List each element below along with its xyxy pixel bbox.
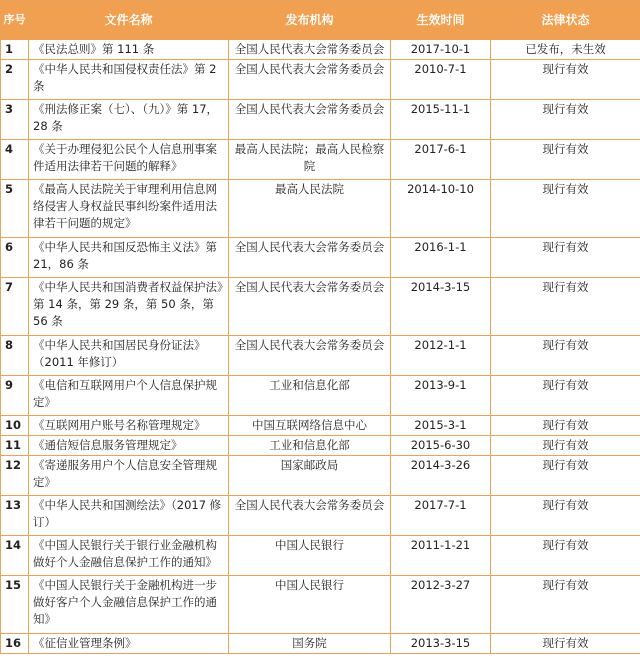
table-row	[1, 496, 640, 536]
effective-date: 2013-3-15	[391, 634, 491, 654]
effective-date: 2017-10-1	[391, 40, 491, 60]
header-issuer: 发布机构	[229, 1, 391, 40]
table-row	[1, 40, 640, 60]
issuer: 中国人民银行	[229, 536, 391, 576]
row-number: 7	[1, 278, 29, 336]
document-name: 《刑法修正案（七）、（九）》第 17，28 条	[29, 100, 229, 140]
issuer: 中国互联网络信息中心	[229, 416, 391, 436]
row-number: 11	[1, 436, 29, 456]
table-row	[1, 536, 640, 576]
effective-date: 2014-10-10	[391, 180, 491, 238]
effective-date: 2015-3-1	[391, 416, 491, 436]
legal-status: 现行有效	[491, 180, 640, 238]
legal-status: 现行有效	[491, 376, 640, 416]
table-row	[1, 456, 640, 496]
document-name: 《最高人民法院关于审理利用信息网络侵害人身权益民事纠纷案件适用法律若干问题的规定》	[29, 180, 229, 238]
legal-status: 现行有效	[491, 100, 640, 140]
document-name: 《电信和互联网用户个人信息保护规定》	[29, 376, 229, 416]
row-number: 16	[1, 634, 29, 654]
document-name: 《中华人民共和国居民身份证法》（2011 年修订）	[29, 336, 229, 376]
issuer: 全国人民代表大会常务委员会	[229, 100, 391, 140]
legal-status: 现行有效	[491, 60, 640, 100]
table-row	[1, 436, 640, 456]
header-document-name: 文件名称	[29, 1, 229, 40]
effective-date: 2012-1-1	[391, 336, 491, 376]
table-row	[1, 576, 640, 634]
legal-status: 现行有效	[491, 634, 640, 654]
legal-status: 现行有效	[491, 456, 640, 496]
issuer: 工业和信息化部	[229, 376, 391, 416]
table-row	[1, 238, 640, 278]
row-number: 5	[1, 180, 29, 238]
effective-date: 2010-7-1	[391, 60, 491, 100]
legal-status: 现行有效	[491, 496, 640, 536]
table-row	[1, 100, 640, 140]
table-row	[1, 140, 640, 180]
header-legal-status: 法律状态	[491, 1, 640, 40]
legal-status: 现行有效	[491, 536, 640, 576]
issuer: 中国人民银行	[229, 576, 391, 634]
table-row	[1, 416, 640, 436]
table-row	[1, 180, 640, 238]
issuer: 国务院	[229, 634, 391, 654]
effective-date: 2017-7-1	[391, 496, 491, 536]
header-effective-date: 生效时间	[391, 1, 491, 40]
document-name: 《中国人民银行关于银行业金融机构做好个人金融信息保护工作的通知》	[29, 536, 229, 576]
row-number: 12	[1, 456, 29, 496]
table-row	[1, 278, 640, 336]
row-number: 3	[1, 100, 29, 140]
table-row	[1, 376, 640, 416]
header-row	[1, 1, 640, 40]
row-number: 1	[1, 40, 29, 60]
document-name: 《征信业管理条例》	[29, 634, 229, 654]
document-name: 《关于办理侵犯公民个人信息刑事案件适用法律若干问题的解释》	[29, 140, 229, 180]
table-row	[1, 60, 640, 100]
header-number: 序号	[1, 1, 29, 40]
row-number: 14	[1, 536, 29, 576]
document-name: 《寄递服务用户个人信息安全管理规定》	[29, 456, 229, 496]
table-row	[1, 336, 640, 376]
document-name: 《中华人民共和国测绘法》（2017 修订）	[29, 496, 229, 536]
row-number: 4	[1, 140, 29, 180]
effective-date: 2014-3-26	[391, 456, 491, 496]
document-name: 《互联网用户账号名称管理规定》	[29, 416, 229, 436]
effective-date: 2012-3-27	[391, 576, 491, 634]
issuer: 全国人民代表大会常务委员会	[229, 336, 391, 376]
document-name: 《民法总则》第 111 条	[29, 40, 229, 60]
row-number: 8	[1, 336, 29, 376]
effective-date: 2013-9-1	[391, 376, 491, 416]
legal-status: 现行有效	[491, 576, 640, 634]
effective-date: 2011-1-21	[391, 536, 491, 576]
legal-status: 现行有效	[491, 278, 640, 336]
row-number: 2	[1, 60, 29, 100]
effective-date: 2015-11-1	[391, 100, 491, 140]
document-name: 《中华人民共和国侵权责任法》第 2 条	[29, 60, 229, 100]
legal-status: 已发布，未生效	[491, 40, 640, 60]
issuer: 工业和信息化部	[229, 436, 391, 456]
row-number: 13	[1, 496, 29, 536]
issuer: 最高人民法院	[229, 180, 391, 238]
issuer: 最高人民法院；最高人民检察院	[229, 140, 391, 180]
issuer: 国家邮政局	[229, 456, 391, 496]
document-name: 《中国人民银行关于金融机构进一步做好客户个人金融信息保护工作的通知》	[29, 576, 229, 634]
legal-status: 现行有效	[491, 416, 640, 436]
row-number: 15	[1, 576, 29, 634]
row-number: 10	[1, 416, 29, 436]
document-name: 《通信短信息服务管理规定》	[29, 436, 229, 456]
table-row	[1, 634, 640, 654]
effective-date: 2017-6-1	[391, 140, 491, 180]
row-number: 6	[1, 238, 29, 278]
legal-status: 现行有效	[491, 436, 640, 456]
issuer: 全国人民代表大会常务委员会	[229, 40, 391, 60]
effective-date: 2016-1-1	[391, 238, 491, 278]
row-number: 9	[1, 376, 29, 416]
issuer: 全国人民代表大会常务委员会	[229, 496, 391, 536]
legal-status: 现行有效	[491, 238, 640, 278]
effective-date: 2015-6-30	[391, 436, 491, 456]
issuer: 全国人民代表大会常务委员会	[229, 60, 391, 100]
issuer: 全国人民代表大会常务委员会	[229, 238, 391, 278]
document-name: 《中华人民共和国反恐怖主义法》第 21，86 条	[29, 238, 229, 278]
legal-status: 现行有效	[491, 336, 640, 376]
issuer: 全国人民代表大会常务委员会	[229, 278, 391, 336]
effective-date: 2014-3-15	[391, 278, 491, 336]
legal-status: 现行有效	[491, 140, 640, 180]
document-name: 《中华人民共和国消费者权益保护法》第 14 条，第 29 条，第 50 条，第 56 条	[29, 278, 229, 336]
